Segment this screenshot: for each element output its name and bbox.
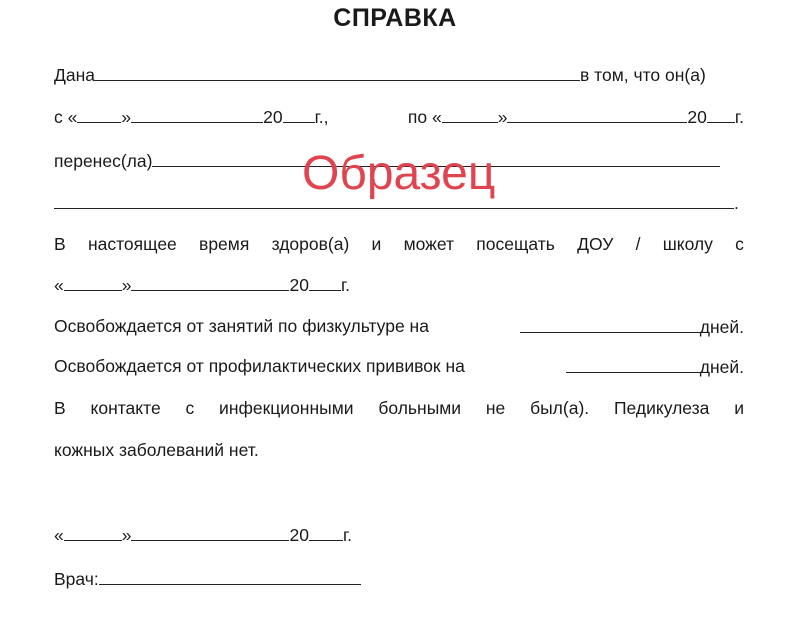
blank-year-from[interactable] xyxy=(283,104,315,123)
blank-month-from[interactable] xyxy=(131,104,263,123)
line-contact xyxy=(54,396,744,420)
label-g: г. xyxy=(734,107,744,127)
blank-doctor[interactable] xyxy=(99,566,361,585)
year-prefix: 20 xyxy=(263,107,283,127)
word: с xyxy=(735,234,744,254)
blank-pe-days[interactable] xyxy=(520,314,700,333)
line-healthy xyxy=(54,232,744,256)
word: не xyxy=(485,398,506,418)
blank-year-to[interactable] xyxy=(707,104,735,123)
blank-month[interactable] xyxy=(131,272,289,291)
watermark: Образец xyxy=(302,147,496,200)
word: посещать xyxy=(476,234,555,254)
word: больными xyxy=(378,398,462,418)
line-healthy-date xyxy=(54,272,744,296)
blank-date-day[interactable] xyxy=(64,522,122,541)
word: Педикулеза xyxy=(613,398,710,418)
blank-vaccine-days[interactable] xyxy=(566,354,700,373)
word: может xyxy=(403,234,455,254)
quote: » xyxy=(121,107,132,127)
word: был(а). xyxy=(530,398,590,418)
label-g: г., xyxy=(314,107,329,127)
period: . xyxy=(734,193,739,213)
blank-name[interactable] xyxy=(95,62,580,81)
label-from: с « xyxy=(54,107,78,127)
line-skin xyxy=(54,438,744,462)
blank-month-to[interactable] xyxy=(507,104,687,123)
blank-date-month[interactable] xyxy=(131,522,289,541)
word: и xyxy=(371,234,382,254)
word: В xyxy=(54,398,66,418)
blank-year[interactable] xyxy=(309,272,341,291)
label-g: г. xyxy=(340,275,351,295)
quote: » xyxy=(497,107,508,127)
year-prefix: 20 xyxy=(289,525,309,545)
label-to: по « xyxy=(407,107,442,127)
document-title: СПРАВКА xyxy=(333,4,457,32)
label-illness: перенес(ла) xyxy=(54,151,153,171)
line-vaccine-exempt xyxy=(54,354,744,378)
label-dana: Дана xyxy=(54,65,95,85)
word: с xyxy=(185,398,195,418)
word: контакте xyxy=(90,398,161,418)
blank-day-from[interactable] xyxy=(77,104,121,123)
quote: » xyxy=(121,525,132,545)
label-vaccine: Освобождается от профилактических прививок на xyxy=(54,356,465,376)
line-doctor xyxy=(54,566,744,590)
year-prefix: 20 xyxy=(289,275,309,295)
word: инфекционными xyxy=(219,398,354,418)
word: В xyxy=(54,234,66,254)
label-pe: Освобождается от занятий по физкультуре на xyxy=(54,316,429,336)
word: здоров(а) xyxy=(271,234,350,254)
blank-day-to[interactable] xyxy=(442,104,498,123)
quote: « xyxy=(54,275,64,295)
word: / xyxy=(635,234,641,254)
word: время xyxy=(199,234,250,254)
label-days: дней. xyxy=(699,317,744,337)
word: и xyxy=(734,398,744,418)
line-period xyxy=(54,104,744,128)
blank-date-year[interactable] xyxy=(309,522,343,541)
label-g: г. xyxy=(342,525,353,545)
line-issued-to xyxy=(54,62,744,86)
quote: » xyxy=(121,275,132,295)
word: ДОУ xyxy=(577,234,614,254)
label-doctor: Врач: xyxy=(54,569,99,589)
label-that: в том, что он(а) xyxy=(579,65,706,85)
label-days: дней. xyxy=(699,357,744,377)
line-date xyxy=(54,522,744,546)
quote: « xyxy=(54,525,64,545)
label-skin: кожных заболеваний нет. xyxy=(54,440,259,460)
word: школу xyxy=(662,234,713,254)
word: настоящее xyxy=(87,234,177,254)
blank-day[interactable] xyxy=(64,272,122,291)
line-pe-exempt xyxy=(54,314,744,338)
year-prefix: 20 xyxy=(687,107,707,127)
